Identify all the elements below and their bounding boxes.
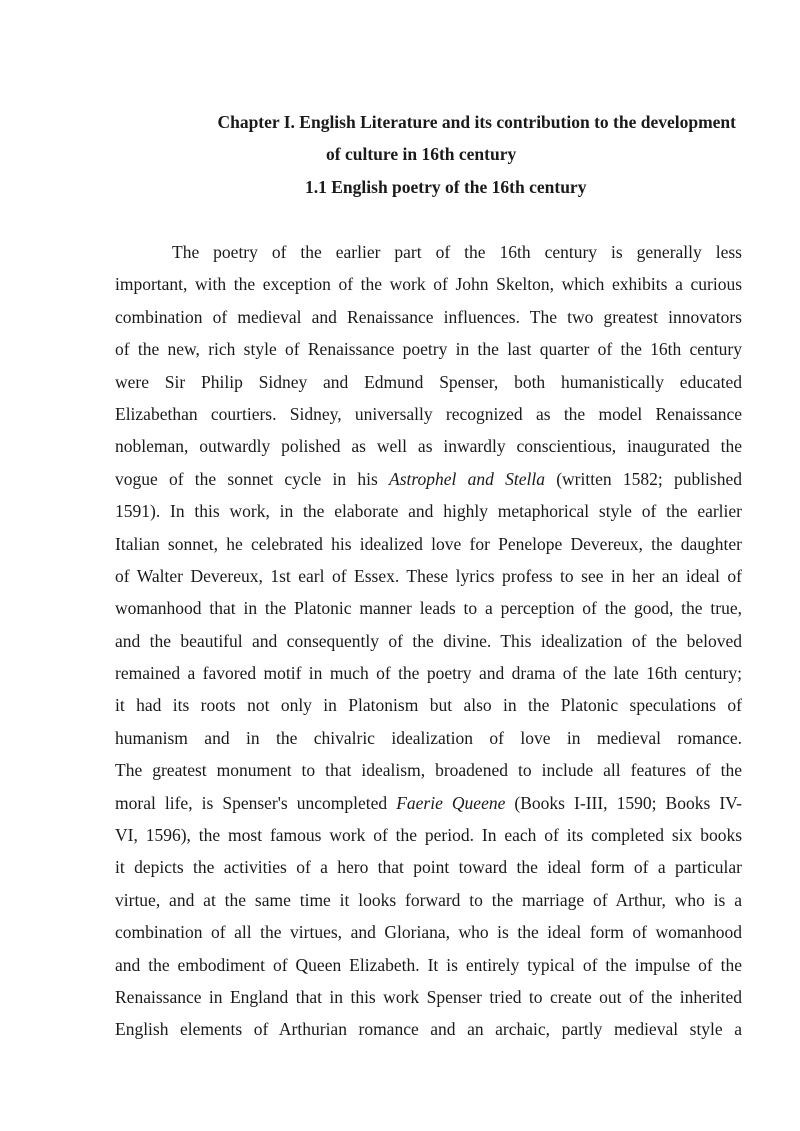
paragraph-line: [115, 787, 742, 819]
line-text: moral life, is Spenser's uncompleted: [115, 792, 397, 813]
paragraph-line: womanhood that in the Platonic manner leads to a perception of the good, the true,: [115, 598, 742, 619]
chapter-title-line-2: of culture in 16th century: [326, 144, 517, 164]
line-text: (Books I-III, 1590; Books IV-: [505, 792, 742, 813]
paragraph-line: combination of all the virtues, and Gloriana, who is the ideal form of womanhood: [115, 922, 742, 943]
paragraph-line: combination of medieval and Renaissance influences. The two greatest innovators: [115, 306, 742, 327]
paragraph-line: Italian sonnet, he celebrated his idealized love for Penelope Devereux, the daughter: [115, 533, 742, 554]
paragraph-line: Elizabethan courtiers. Sidney, universally recognized as the model Renaissance: [115, 403, 742, 424]
paragraph-line: The poetry of the earlier part of the 16th century is generally less: [172, 242, 742, 262]
line-text: vogue of the sonnet cycle in his: [115, 468, 389, 489]
paragraph-line: of the new, rich style of Renaissance poetry in the last quarter of the 16th century: [115, 339, 742, 360]
body-paragraph: [115, 236, 742, 1046]
paragraph-line: [115, 463, 742, 495]
paragraph-line: humanism and in the chivalric idealization of love in medieval romance.: [115, 727, 742, 748]
paragraph-line: it had its roots not only in Platonism but also in the Platonic speculations of: [115, 695, 742, 716]
section-title: 1.1 English poetry of the 16th century: [305, 177, 587, 197]
paragraph-line: Renaissance in England that in this work Spenser tried to create out of the inherited: [115, 986, 742, 1007]
line-text: (written 1582; published: [544, 468, 742, 489]
paragraph-line: it depicts the activities of a hero that point toward the ideal form of a particular: [115, 857, 742, 878]
paragraph-line: VI, 1596), the most famous work of the period. In each of its completed six books: [115, 825, 742, 846]
paragraph-line: remained a favored motif in much of the poetry and drama of the late 16th century;: [115, 663, 742, 684]
paragraph-line: nobleman, outwardly polished as well as inwardly conscientious, inaugurated the: [115, 436, 742, 457]
paragraph-line: were Sir Philip Sidney and Edmund Spenser, both humanistically educated: [115, 371, 742, 392]
italic-title: Faerie Queene: [396, 792, 506, 813]
paragraph-line: important, with the exception of the work of John Skelton, which exhibits a curious: [115, 274, 742, 295]
paragraph-line: and the embodiment of Queen Elizabeth. It is entirely typical of the impulse of the: [115, 954, 742, 975]
paragraph-line: English elements of Arthurian romance and an archaic, partly medieval style a: [115, 1019, 742, 1040]
paragraph-line: 1591). In this work, in the elaborate and highly metaphorical style of the earlier: [115, 501, 742, 522]
chapter-title-line-1: Chapter I. English Literature and its contribution to the development: [217, 112, 736, 132]
paragraph-line: The greatest monument to that idealism, broadened to include all features of the: [115, 760, 742, 781]
paragraph-line: virtue, and at the same time it looks forward to the marriage of Arthur, who is a: [115, 889, 742, 910]
italic-title: Astrophel and Stella: [389, 468, 545, 489]
paragraph-line: of Walter Devereux, 1st earl of Essex. These lyrics profess to see in her an ideal of: [115, 565, 742, 586]
paragraph-line: and the beautiful and consequently of the divine. This idealization of the beloved: [115, 630, 742, 651]
